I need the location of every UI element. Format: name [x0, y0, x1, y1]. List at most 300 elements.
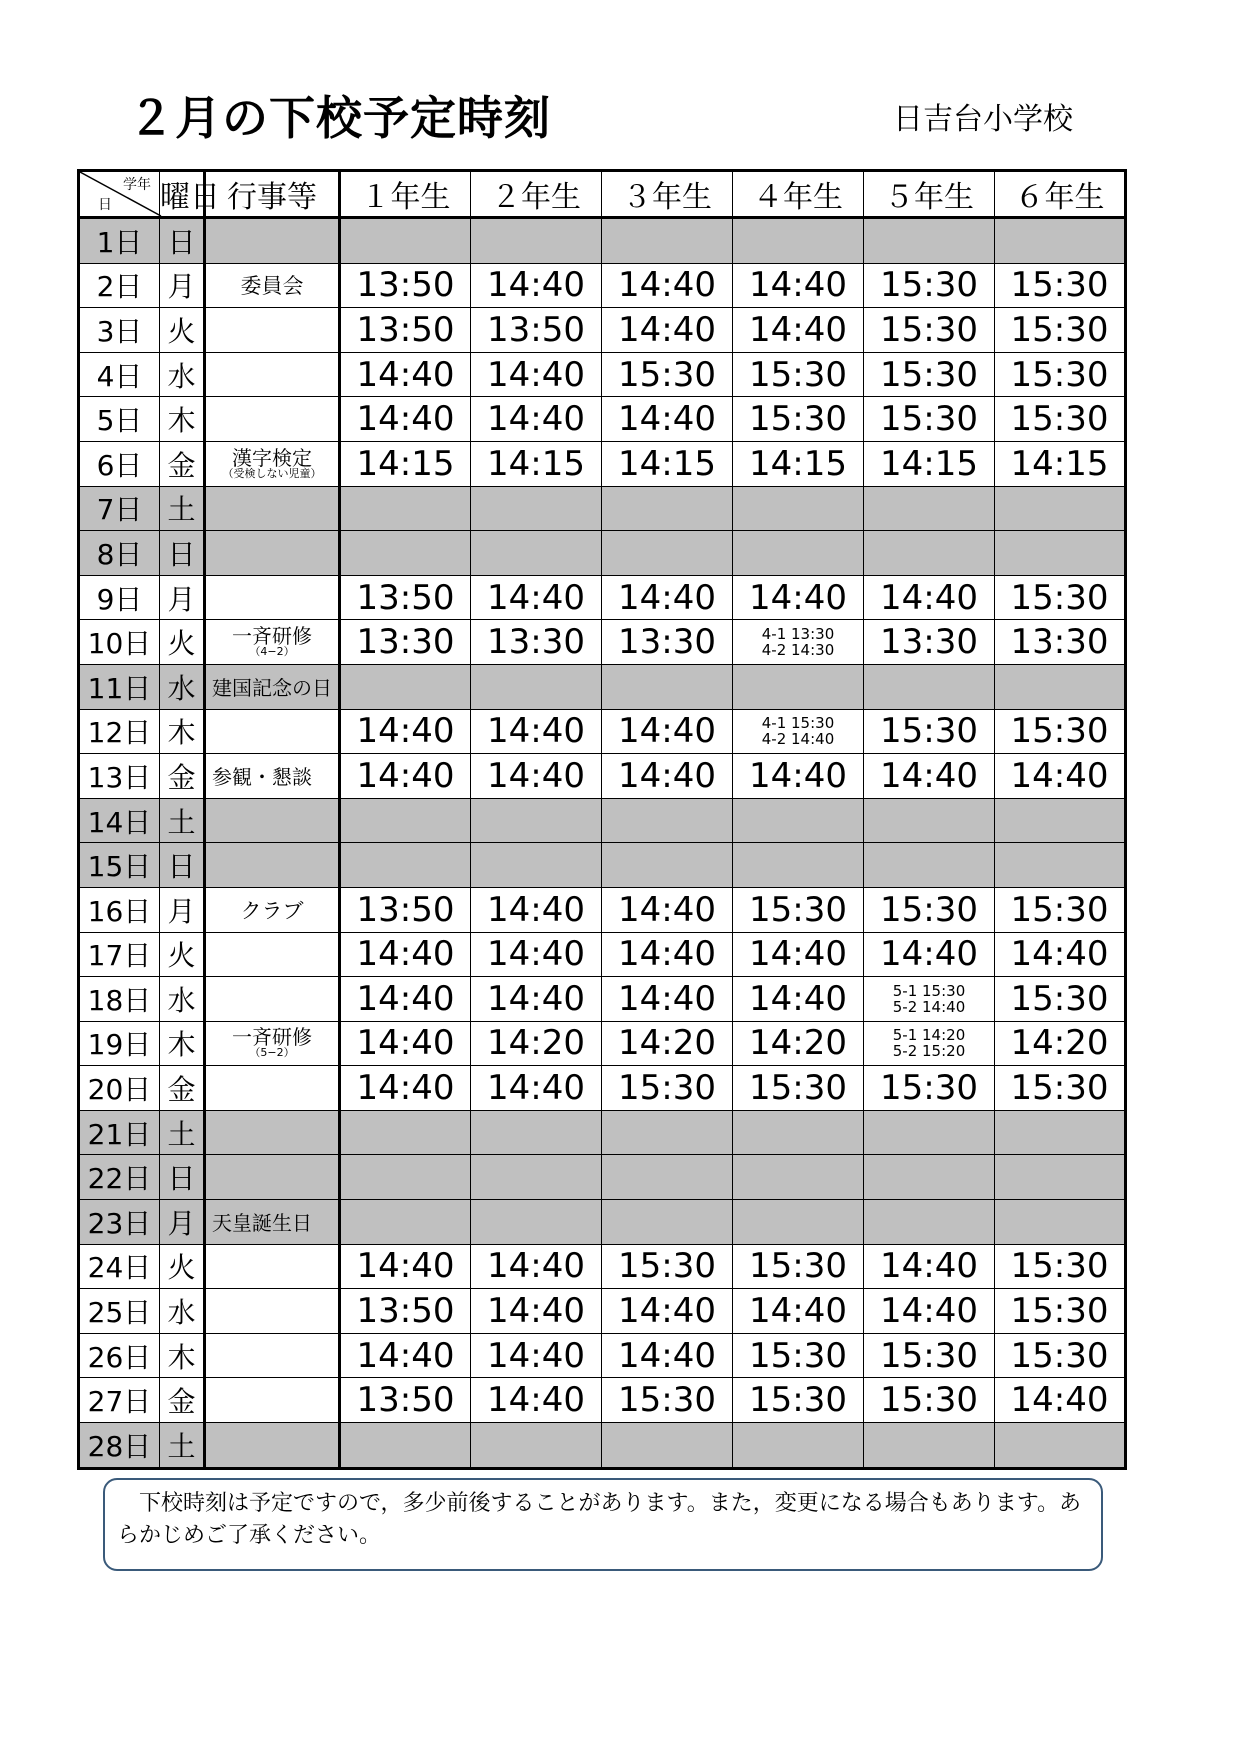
date-cell: 16日 — [79, 887, 160, 932]
event-cell — [205, 1378, 340, 1423]
time-cell: 15:30 — [602, 352, 733, 397]
time-cell: 15:30 — [733, 352, 864, 397]
time-cell: 14:40 — [602, 887, 733, 932]
event-cell — [205, 531, 340, 576]
table-row — [79, 887, 1126, 932]
time-cell: 14:40 — [471, 1333, 602, 1378]
time-cell: 13:50 — [471, 308, 602, 353]
time-cell: 14:40 — [471, 977, 602, 1022]
weekday-cell: 木 — [160, 397, 205, 442]
date-cell: 28日 — [79, 1423, 160, 1469]
event-cell: 委員会 — [205, 263, 340, 308]
time-cell — [471, 664, 602, 709]
event-cell: クラブ — [205, 887, 340, 932]
event-cell — [205, 1021, 340, 1066]
schedule-body — [79, 218, 1126, 1469]
table-row — [79, 754, 1126, 799]
weekday-cell: 日 — [160, 843, 205, 888]
time-cell: 15:30 — [864, 263, 995, 308]
time-cell: 15:30 — [995, 308, 1126, 353]
event-header: 行事等 — [205, 171, 340, 218]
time-cell: 14:40 — [864, 1244, 995, 1289]
time-cell — [995, 531, 1126, 576]
event-cell — [205, 352, 340, 397]
table-row — [79, 1333, 1126, 1378]
time-cell — [995, 486, 1126, 531]
weekday-cell: 水 — [160, 977, 205, 1022]
time-cell — [471, 1155, 602, 1200]
weekday-cell: 水 — [160, 1289, 205, 1334]
time-cell: 14:40 — [733, 977, 864, 1022]
time-cell: 15:30 — [733, 397, 864, 442]
weekday-cell: 木 — [160, 1021, 205, 1066]
time-cell — [995, 798, 1126, 843]
time-cell — [340, 843, 471, 888]
time-cell: 15:30 — [995, 1066, 1126, 1111]
time-cell — [995, 843, 1126, 888]
time-cell — [340, 1155, 471, 1200]
time-cell — [340, 1110, 471, 1155]
time-cell: 15:30 — [995, 263, 1126, 308]
time-cell: 13:50 — [340, 1289, 471, 1334]
time-cell — [864, 1155, 995, 1200]
time-cell: 15:30 — [864, 397, 995, 442]
time-cell: 14:40 — [995, 754, 1126, 799]
time-cell — [340, 531, 471, 576]
event-cell — [205, 1423, 340, 1469]
time-cell: 14:40 — [864, 754, 995, 799]
date-cell: 3日 — [79, 308, 160, 353]
time-cell: 14:40 — [471, 352, 602, 397]
grade-header: ３年生 — [602, 171, 733, 218]
time-cell: 14:40 — [471, 575, 602, 620]
table-row — [79, 441, 1126, 486]
time-cell: 14:15 — [602, 441, 733, 486]
time-cell: 13:30 — [995, 620, 1126, 665]
time-cell — [602, 798, 733, 843]
time-cell: 14:15 — [471, 441, 602, 486]
class-time: 4-2 14:40 — [761, 730, 835, 749]
weekday-cell: 月 — [160, 887, 205, 932]
time-cell: 13:30 — [864, 620, 995, 665]
time-cell: 14:40 — [340, 709, 471, 754]
date-cell: 26日 — [79, 1333, 160, 1378]
date-cell: 17日 — [79, 932, 160, 977]
time-cell: 14:40 — [471, 397, 602, 442]
time-cell — [602, 1110, 733, 1155]
time-cell — [733, 664, 864, 709]
date-cell: 20日 — [79, 1066, 160, 1111]
event-cell: 天皇誕生日 — [205, 1200, 340, 1245]
table-row — [79, 1423, 1126, 1469]
time-cell — [864, 843, 995, 888]
time-cell: 14:40 — [733, 575, 864, 620]
time-cell — [471, 486, 602, 531]
table-row — [79, 932, 1126, 977]
time-cell — [995, 1200, 1126, 1245]
class-time: 4-1 13:30 — [761, 625, 835, 644]
header-row — [79, 171, 1126, 218]
weekday-cell: 火 — [160, 308, 205, 353]
table-row — [79, 531, 1126, 576]
table-row — [79, 308, 1126, 353]
time-cell: 15:30 — [995, 1244, 1126, 1289]
weekday-cell: 火 — [160, 932, 205, 977]
event-cell — [205, 709, 340, 754]
date-cell: 21日 — [79, 1110, 160, 1155]
weekday-cell: 土 — [160, 798, 205, 843]
time-cell — [340, 218, 471, 264]
time-cell — [733, 709, 864, 754]
time-cell — [864, 664, 995, 709]
time-cell: 14:40 — [471, 1244, 602, 1289]
time-cell: 14:40 — [602, 754, 733, 799]
weekday-cell: 金 — [160, 754, 205, 799]
time-cell — [995, 1155, 1126, 1200]
time-cell — [340, 664, 471, 709]
time-cell: 14:40 — [733, 932, 864, 977]
time-cell — [864, 1200, 995, 1245]
event-note: （5−2） — [249, 1046, 295, 1060]
time-cell: 13:50 — [340, 887, 471, 932]
date-cell: 19日 — [79, 1021, 160, 1066]
time-cell — [733, 486, 864, 531]
time-cell: 14:40 — [602, 977, 733, 1022]
date-cell: 6日 — [79, 441, 160, 486]
date-cell: 2日 — [79, 263, 160, 308]
time-cell — [995, 1423, 1126, 1469]
event-cell — [205, 1066, 340, 1111]
time-cell — [471, 843, 602, 888]
time-cell: 14:40 — [471, 1378, 602, 1423]
notice-box — [103, 1478, 1103, 1571]
table-row — [79, 1378, 1126, 1423]
table-row — [79, 1244, 1126, 1289]
weekday-cell: 月 — [160, 263, 205, 308]
weekday-cell: 金 — [160, 441, 205, 486]
page-title: ２月の下校予定時刻 — [128, 91, 551, 145]
table-row — [79, 1066, 1126, 1111]
time-cell — [602, 1423, 733, 1469]
time-cell: 14:15 — [864, 441, 995, 486]
weekday-cell: 水 — [160, 352, 205, 397]
school-name: 日吉台小学校 — [893, 102, 1073, 137]
table-row — [79, 218, 1126, 264]
time-cell: 14:40 — [340, 352, 471, 397]
time-cell: 14:40 — [602, 932, 733, 977]
time-cell — [602, 1200, 733, 1245]
time-cell: 15:30 — [733, 887, 864, 932]
time-cell: 14:40 — [340, 1244, 471, 1289]
time-cell: 14:40 — [864, 1289, 995, 1334]
event-cell — [205, 1289, 340, 1334]
time-cell: 14:15 — [995, 441, 1126, 486]
time-cell: 13:30 — [602, 620, 733, 665]
class-time: 5-1 14:20 — [892, 1026, 966, 1045]
corner-day-label: 日 — [98, 197, 112, 213]
event-cell — [205, 1244, 340, 1289]
table-row — [79, 977, 1126, 1022]
time-cell — [864, 977, 995, 1022]
corner-grade-label: 学年 — [123, 177, 151, 193]
class-time: 4-2 14:30 — [761, 641, 835, 660]
event-cell — [205, 1333, 340, 1378]
time-cell — [602, 218, 733, 264]
time-cell: 15:30 — [733, 1378, 864, 1423]
weekday-cell: 土 — [160, 1423, 205, 1469]
class-time: 4-1 15:30 — [761, 714, 835, 733]
time-cell: 15:30 — [864, 1066, 995, 1111]
time-cell — [995, 218, 1126, 264]
time-cell: 15:30 — [602, 1378, 733, 1423]
date-cell: 13日 — [79, 754, 160, 799]
date-cell: 15日 — [79, 843, 160, 888]
date-cell: 11日 — [79, 664, 160, 709]
time-cell: 14:40 — [471, 754, 602, 799]
time-cell: 14:40 — [471, 1066, 602, 1111]
time-cell — [733, 1155, 864, 1200]
time-cell: 15:30 — [602, 1244, 733, 1289]
event-cell — [205, 441, 340, 486]
time-cell: 15:30 — [733, 1333, 864, 1378]
event-cell — [205, 977, 340, 1022]
date-cell: 24日 — [79, 1244, 160, 1289]
time-cell — [995, 1110, 1126, 1155]
time-cell: 14:40 — [995, 932, 1126, 977]
event-cell — [205, 1155, 340, 1200]
weekday-cell: 水 — [160, 664, 205, 709]
time-cell: 13:50 — [340, 263, 471, 308]
time-cell — [864, 798, 995, 843]
event-cell: 建国記念の日 — [205, 664, 340, 709]
time-cell: 14:40 — [733, 1289, 864, 1334]
time-cell — [340, 798, 471, 843]
table-row — [79, 1021, 1126, 1066]
time-cell: 15:30 — [995, 1289, 1126, 1334]
time-cell — [733, 1200, 864, 1245]
time-cell: 14:40 — [733, 263, 864, 308]
time-cell: 14:40 — [602, 1333, 733, 1378]
time-cell: 14:40 — [471, 263, 602, 308]
time-cell: 15:30 — [995, 709, 1126, 754]
time-cell — [864, 486, 995, 531]
time-cell — [471, 1110, 602, 1155]
time-cell — [733, 1110, 864, 1155]
time-cell — [733, 620, 864, 665]
grade-header: ４年生 — [733, 171, 864, 218]
date-cell: 8日 — [79, 531, 160, 576]
time-cell — [471, 1200, 602, 1245]
time-cell: 14:40 — [471, 932, 602, 977]
event-cell — [205, 1110, 340, 1155]
time-cell — [733, 798, 864, 843]
time-cell: 14:15 — [733, 441, 864, 486]
time-cell: 15:30 — [733, 1066, 864, 1111]
time-cell — [471, 531, 602, 576]
date-cell: 14日 — [79, 798, 160, 843]
time-cell: 14:40 — [471, 887, 602, 932]
time-cell: 13:30 — [340, 620, 471, 665]
date-cell: 9日 — [79, 575, 160, 620]
event-note: （受検しない児童） — [222, 466, 322, 480]
time-cell — [340, 486, 471, 531]
grade-header: ５年生 — [864, 171, 995, 218]
event-cell — [205, 397, 340, 442]
time-cell: 15:30 — [864, 308, 995, 353]
weekday-cell: 日 — [160, 531, 205, 576]
time-cell — [733, 218, 864, 264]
time-cell: 14:20 — [995, 1021, 1126, 1066]
event-name: 一斉研修 — [232, 624, 312, 649]
time-cell: 14:20 — [602, 1021, 733, 1066]
time-cell — [471, 218, 602, 264]
event-cell — [205, 620, 340, 665]
time-cell: 14:20 — [471, 1021, 602, 1066]
date-cell: 7日 — [79, 486, 160, 531]
time-cell: 15:30 — [602, 1066, 733, 1111]
date-cell: 25日 — [79, 1289, 160, 1334]
table-row — [79, 1110, 1126, 1155]
weekday-cell: 木 — [160, 709, 205, 754]
time-cell — [340, 1200, 471, 1245]
time-cell: 14:40 — [995, 1378, 1126, 1423]
time-cell: 15:30 — [864, 352, 995, 397]
event-cell — [205, 575, 340, 620]
grade-header: ６年生 — [995, 171, 1126, 218]
date-cell: 5日 — [79, 397, 160, 442]
event-cell — [205, 218, 340, 264]
time-cell: 13:30 — [471, 620, 602, 665]
event-cell — [205, 932, 340, 977]
date-cell: 12日 — [79, 709, 160, 754]
time-cell: 14:40 — [340, 1333, 471, 1378]
time-cell — [864, 218, 995, 264]
time-cell — [471, 798, 602, 843]
weekday-cell: 日 — [160, 218, 205, 264]
time-cell: 14:40 — [340, 397, 471, 442]
time-cell: 15:30 — [995, 575, 1126, 620]
time-cell — [602, 531, 733, 576]
time-cell — [733, 531, 864, 576]
event-cell — [205, 843, 340, 888]
table-row — [79, 620, 1126, 665]
table-row — [79, 1289, 1126, 1334]
time-cell: 15:30 — [864, 1378, 995, 1423]
class-time: 5-1 15:30 — [892, 981, 966, 1000]
table-row — [79, 486, 1126, 531]
time-cell: 14:40 — [471, 709, 602, 754]
time-cell: 15:30 — [995, 1333, 1126, 1378]
weekday-cell: 土 — [160, 486, 205, 531]
table-row — [79, 1155, 1126, 1200]
time-cell: 14:40 — [340, 754, 471, 799]
time-cell — [995, 664, 1126, 709]
event-cell — [205, 798, 340, 843]
time-cell: 14:40 — [602, 575, 733, 620]
weekday-cell: 金 — [160, 1066, 205, 1111]
event-cell — [205, 486, 340, 531]
weekday-cell: 月 — [160, 575, 205, 620]
time-cell: 14:40 — [733, 308, 864, 353]
time-cell: 14:20 — [733, 1021, 864, 1066]
time-cell: 14:40 — [340, 1066, 471, 1111]
event-cell — [205, 308, 340, 353]
date-cell: 1日 — [79, 218, 160, 264]
corner-header — [79, 171, 160, 218]
event-name: 一斉研修 — [232, 1025, 312, 1050]
time-cell: 15:30 — [733, 1244, 864, 1289]
time-cell — [864, 1021, 995, 1066]
time-cell: 15:30 — [995, 887, 1126, 932]
time-cell — [864, 1110, 995, 1155]
class-time: 5-2 15:20 — [892, 1042, 966, 1061]
date-cell: 10日 — [79, 620, 160, 665]
time-cell — [864, 1423, 995, 1469]
date-cell: 27日 — [79, 1378, 160, 1423]
time-cell — [733, 1423, 864, 1469]
event-cell: 参観・懇談 — [205, 754, 340, 799]
time-cell: 15:30 — [995, 397, 1126, 442]
table-row — [79, 1200, 1126, 1245]
time-cell: 14:40 — [602, 1289, 733, 1334]
time-cell: 14:40 — [602, 263, 733, 308]
time-cell: 15:30 — [995, 352, 1126, 397]
time-cell: 14:40 — [340, 932, 471, 977]
table-row — [79, 798, 1126, 843]
table-row — [79, 709, 1126, 754]
weekday-cell: 土 — [160, 1110, 205, 1155]
grade-header: ２年生 — [471, 171, 602, 218]
time-cell: 14:40 — [471, 1289, 602, 1334]
time-cell: 15:30 — [995, 977, 1126, 1022]
event-name: 漢字検定 — [232, 445, 312, 470]
schedule-table — [77, 169, 1127, 1470]
grade-header: １年生 — [340, 171, 471, 218]
youbi-header: 曜日 — [160, 171, 205, 218]
time-cell — [602, 1155, 733, 1200]
notice-text: 下校時刻は予定ですので，多少前後することがあります。また，変更になる場合もあります。あらかじめご了承ください。 — [117, 1491, 1082, 1548]
time-cell: 13:50 — [340, 575, 471, 620]
weekday-cell: 金 — [160, 1378, 205, 1423]
table-row — [79, 575, 1126, 620]
time-cell — [602, 486, 733, 531]
date-cell: 22日 — [79, 1155, 160, 1200]
time-cell: 14:40 — [340, 1021, 471, 1066]
time-cell: 14:40 — [340, 977, 471, 1022]
date-cell: 4日 — [79, 352, 160, 397]
time-cell — [602, 843, 733, 888]
class-time: 5-2 14:40 — [892, 997, 966, 1016]
time-cell — [340, 1423, 471, 1469]
table-row — [79, 263, 1126, 308]
time-cell: 14:40 — [733, 754, 864, 799]
time-cell — [602, 664, 733, 709]
time-cell — [864, 531, 995, 576]
weekday-cell: 月 — [160, 1200, 205, 1245]
time-cell — [471, 1423, 602, 1469]
weekday-cell: 日 — [160, 1155, 205, 1200]
date-cell: 23日 — [79, 1200, 160, 1245]
time-cell: 13:50 — [340, 1378, 471, 1423]
time-cell: 14:40 — [864, 932, 995, 977]
time-cell — [733, 843, 864, 888]
time-cell: 15:30 — [864, 887, 995, 932]
table-row — [79, 664, 1126, 709]
time-cell: 14:40 — [602, 308, 733, 353]
table-row — [79, 397, 1126, 442]
time-cell: 14:40 — [602, 709, 733, 754]
weekday-cell: 火 — [160, 1244, 205, 1289]
